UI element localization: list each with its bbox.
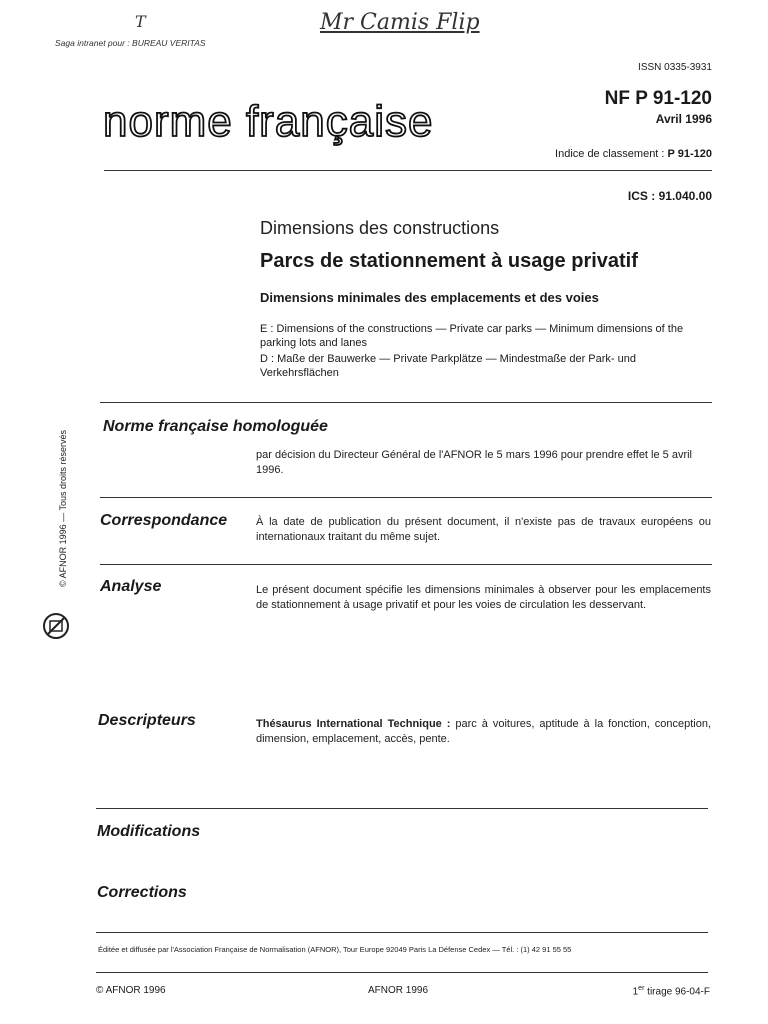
handwritten-name: Mr Camis Flip bbox=[320, 10, 480, 35]
category-title: Dimensions des constructions bbox=[260, 218, 500, 238]
correspondance-rule bbox=[100, 564, 712, 565]
descripteurs-text: parc à voitures, aptitude à la fonction, conception, dimension, emplacement, accès, pente. bbox=[256, 718, 711, 745]
brand-title: norme française bbox=[103, 97, 434, 146]
handwritten-mark: T bbox=[135, 12, 146, 31]
print-run bbox=[633, 985, 710, 997]
footer-bottom-rule bbox=[96, 972, 708, 973]
modifications-title: Modifications bbox=[97, 823, 201, 840]
classification-value: P 91-120 bbox=[667, 148, 712, 160]
header-rule bbox=[104, 170, 712, 171]
standard-code: NF P 91-120 bbox=[604, 88, 712, 109]
footer-center: AFNOR 1996 bbox=[368, 985, 429, 996]
translation-de-prefix: D : bbox=[260, 353, 275, 365]
translation-de-text: Maße der Bauwerke — Private Parkplätze — Mindestmaße der Park- und Verkehrsflächen bbox=[260, 353, 636, 379]
subtitle: Dimensions minimales des emplacements et des voies bbox=[260, 290, 599, 305]
ics bbox=[628, 189, 712, 203]
title-rule bbox=[100, 402, 712, 403]
sidebar-copyright: © AFNOR 1996 — Tous droits réservés bbox=[58, 429, 68, 587]
translation-en-prefix: E : bbox=[260, 323, 274, 335]
footer-top-rule bbox=[96, 932, 708, 933]
analyse-body: Le présent document spécifie les dimensions minimales à observer pour les emplacements de stationnement à usage privatif et pour les voies de circulation les desservant. bbox=[256, 584, 711, 611]
translation-en-text: Dimensions of the constructions — Private car parks — Minimum dimensions of the parking lots and lanes bbox=[260, 323, 684, 349]
homologation-body: par décision du Directeur Général de l'AFNOR le 5 mars 1996 pour prendre effet le 5 avril 1996. bbox=[256, 449, 693, 476]
classification bbox=[555, 148, 712, 160]
print-run-number: 1 bbox=[632, 986, 639, 998]
analyse-title: Analyse bbox=[100, 578, 162, 595]
translation-de bbox=[260, 352, 705, 380]
translation-en bbox=[260, 322, 700, 350]
descripteurs-title: Descripteurs bbox=[98, 712, 196, 729]
print-run-text: tirage 96-04-F bbox=[644, 986, 710, 998]
correspondance-body: À la date de publication du présent document, il n'existe pas de travaux européens ou internationaux traitant du même sujet. bbox=[256, 516, 711, 543]
descripteurs-label: Thésaurus International Technique : bbox=[256, 718, 451, 730]
no-copy-icon bbox=[42, 612, 70, 640]
intranet-stamp: Saga intranet pour : BUREAU VERITAS bbox=[55, 38, 206, 48]
classification-label: Indice de classement : bbox=[555, 148, 665, 160]
ics-value: 91.040.00 bbox=[658, 189, 712, 203]
print-run-sup: er bbox=[638, 985, 645, 992]
homologation-title: Norme française homologuée bbox=[103, 418, 328, 435]
issn: ISSN 0335-3931 bbox=[638, 62, 712, 73]
descripteurs-body bbox=[256, 717, 711, 747]
corrections-title: Corrections bbox=[97, 884, 187, 901]
homologation-rule bbox=[100, 497, 712, 498]
ics-label: ICS : bbox=[627, 189, 656, 203]
main-title: Parcs de stationnement à usage privatif bbox=[260, 250, 638, 272]
correspondance-title: Correspondance bbox=[100, 512, 228, 529]
publisher-info: Éditée et diffusée par l'Association Française de Normalisation (AFNOR), Tour Europe 92049 Paris La Défense Cedex — Tél. : (1) 42 91 55 55 bbox=[98, 945, 572, 954]
footer-copyright: © AFNOR 1996 bbox=[96, 985, 166, 996]
publication-date: Avril 1996 bbox=[655, 112, 712, 126]
descripteurs-rule bbox=[96, 808, 708, 809]
